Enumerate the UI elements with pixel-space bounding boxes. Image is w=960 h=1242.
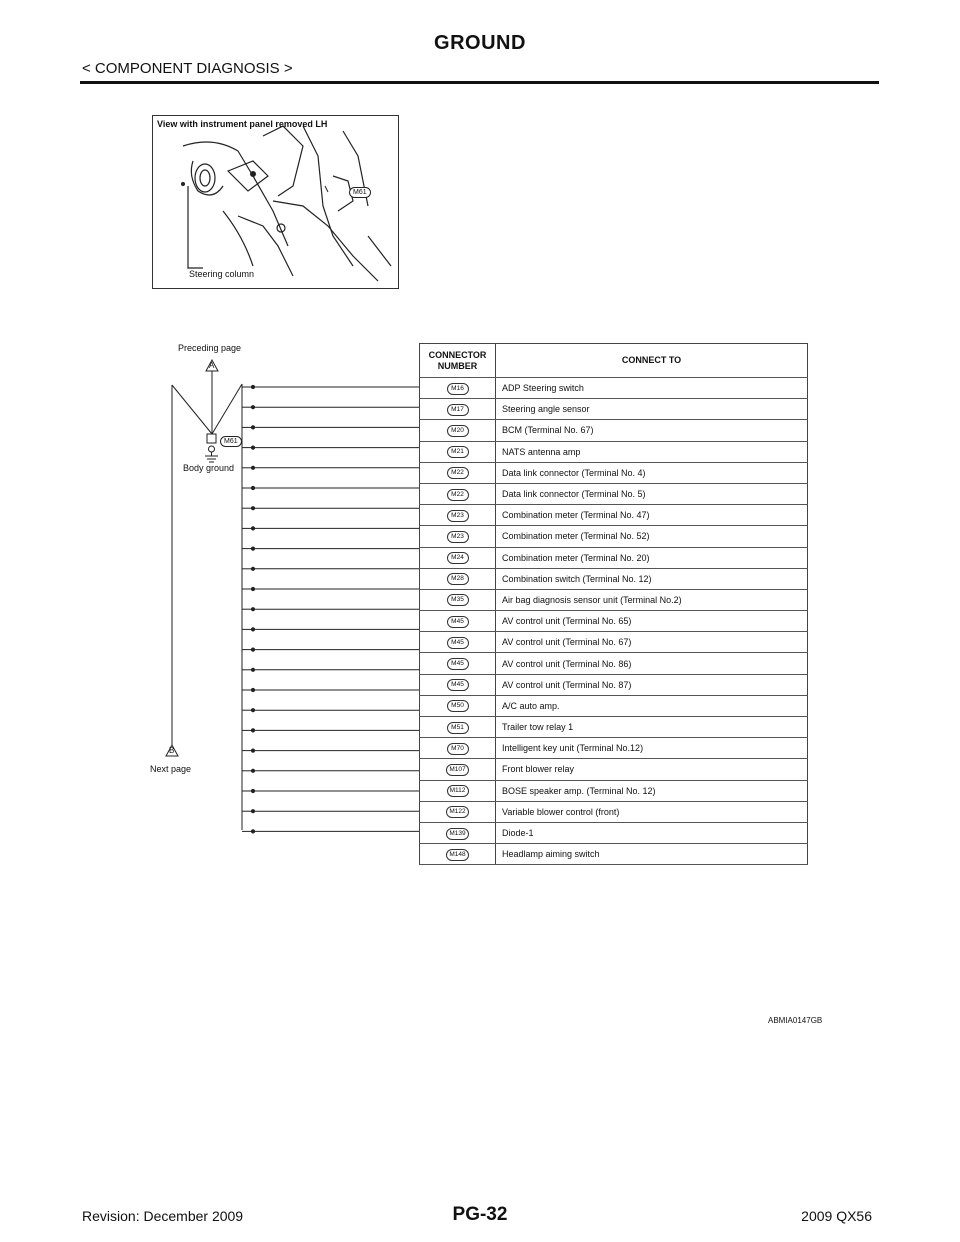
connector-number-cell [420,547,496,568]
connector-number: M24 [447,552,469,564]
connector-number-cell [420,483,496,504]
body-ground-connector: M61 [224,438,238,445]
connector-number: M70 [447,743,469,755]
connector-number: M45 [447,616,469,628]
table-row [420,441,808,462]
splice-dot [251,507,254,510]
connect-to-cell: Combination meter (Terminal No. 47) [496,505,808,526]
footer-model: 2009 QX56 [801,1208,872,1224]
table-row [420,547,808,568]
connect-to-cell: ADP Steering switch [496,378,808,399]
connector-number: M16 [447,383,469,395]
connect-to-cell: BOSE speaker amp. (Terminal No. 12) [496,780,808,801]
footer-page-number: PG-32 [452,1204,508,1225]
connector-number-cell [420,822,496,843]
splice-dot [251,810,254,813]
connector-number-cell [420,780,496,801]
connector-number: M28 [447,573,469,585]
connector-number: M35 [447,594,469,606]
connector-number-cell [420,844,496,865]
table-row [420,695,808,716]
splice-dot [251,709,254,712]
connector-number-cell [420,420,496,441]
table-row [420,632,808,653]
footer-revision: Revision: December 2009 [82,1208,244,1224]
page-title: GROUND [434,32,526,54]
connect-to-cell: Intelligent key unit (Terminal No.12) [496,738,808,759]
connect-to-cell: Combination meter (Terminal No. 52) [496,526,808,547]
table-row [420,653,808,674]
splice-dot [251,668,254,671]
connect-to-cell: Headlamp aiming switch [496,844,808,865]
connector-number: M23 [447,531,469,543]
splice-dot [251,648,254,651]
table-row [420,483,808,504]
splice-dot [251,688,254,691]
connect-to-cell: A/C auto amp. [496,695,808,716]
splice-dot [251,830,254,833]
connector-number: M23 [447,510,469,522]
splice-dot [251,769,254,772]
header-connector-number: CONNECTOR NUMBER [420,344,496,378]
table-row [420,611,808,632]
connector-number-cell [420,653,496,674]
connect-to-cell: Air bag diagnosis sensor unit (Terminal No.2) [496,589,808,610]
connector-number-cell [420,632,496,653]
table-row [420,738,808,759]
next-page-label: Next page [150,764,192,774]
connect-to-cell: AV control unit (Terminal No. 67) [496,632,808,653]
connector-number: M20 [447,425,469,437]
table-row [420,399,808,420]
connector-number: M122 [446,806,468,818]
steering-column-label: Steering column [189,269,255,279]
table-row [420,674,808,695]
connector-number: M45 [447,658,469,670]
connect-to-cell: Steering angle sensor [496,399,808,420]
preceding-page-label: Preceding page [178,343,242,353]
connect-to-cell: Data link connector (Terminal No. 4) [496,462,808,483]
table-row [420,462,808,483]
connect-to-cell: Front blower relay [496,759,808,780]
table-row [420,505,808,526]
connector-number-cell [420,568,496,589]
connector-number: M21 [447,446,469,458]
splice-dot [251,789,254,792]
splice-dot [251,729,254,732]
table-row [420,526,808,547]
connector-number: M148 [446,849,468,861]
connector-number: M22 [447,467,469,479]
connector-number-cell [420,526,496,547]
marker-a: A [209,361,215,370]
table-row [420,801,808,822]
connect-to-cell: Variable blower control (front) [496,801,808,822]
connector-number: M50 [447,700,469,712]
body-ground-label: Body ground [183,463,235,473]
connector-number-cell [420,441,496,462]
table-row [420,420,808,441]
connect-to-cell: AV control unit (Terminal No. 86) [496,653,808,674]
connector-number-cell [420,738,496,759]
connector-number: M51 [447,722,469,734]
connector-number: M112 [447,785,469,797]
splice-dot [251,466,254,469]
connector-m61-label: M61 [353,189,367,196]
table-row [420,717,808,738]
connector-number-cell [420,462,496,483]
connector-number-cell [420,674,496,695]
connect-to-cell: NATS antenna amp [496,441,808,462]
splice-dot [251,446,254,449]
connect-to-cell: BCM (Terminal No. 67) [496,420,808,441]
illustration-caption: View with instrument panel removed LH [157,119,328,129]
splice-dot [251,426,254,429]
splice-dot [251,486,254,489]
connector-number: M17 [447,404,469,416]
splice-dot [251,587,254,590]
connector-number-cell [420,717,496,738]
body-ground-connector-bubble [220,436,242,447]
connect-to-cell: Trailer tow relay 1 [496,717,808,738]
table-row [420,822,808,843]
splice-dot [251,567,254,570]
splice-dot [251,385,254,388]
splice-dot [251,608,254,611]
figure-code: ABMIA0147GB [768,1016,823,1025]
marker-b: B [169,746,175,755]
table-row [420,844,808,865]
splice-dot [251,527,254,530]
ground-connector-table [419,343,808,865]
table-row [420,780,808,801]
connector-number-cell [420,378,496,399]
connect-to-cell: Combination switch (Terminal No. 12) [496,568,808,589]
connector-number: M45 [447,679,469,691]
splice-dot [251,547,254,550]
connect-to-cell: Combination meter (Terminal No. 20) [496,547,808,568]
connect-to-cell: Diode-1 [496,822,808,843]
connect-to-cell: AV control unit (Terminal No. 87) [496,674,808,695]
table-header-row [420,344,808,378]
connector-number: M22 [447,489,469,501]
connector-number-cell [420,801,496,822]
section-heading: < COMPONENT DIAGNOSIS > [82,60,293,77]
connector-number-cell [420,759,496,780]
splice-dot [251,749,254,752]
table-row [420,759,808,780]
connector-number: M139 [446,828,468,840]
connect-to-cell: AV control unit (Terminal No. 65) [496,611,808,632]
splice-dot [251,628,254,631]
connector-number: M45 [447,637,469,649]
table-row [420,589,808,610]
connect-to-cell: Data link connector (Terminal No. 5) [496,483,808,504]
table-row [420,568,808,589]
connector-number: M107 [446,764,468,776]
header-connect-to: CONNECT TO [496,344,808,378]
connector-number-cell [420,505,496,526]
connector-number-cell [420,589,496,610]
table-row [420,378,808,399]
connector-number-cell [420,611,496,632]
connector-number-cell [420,695,496,716]
splice-dot [251,406,254,409]
connector-number-cell [420,399,496,420]
